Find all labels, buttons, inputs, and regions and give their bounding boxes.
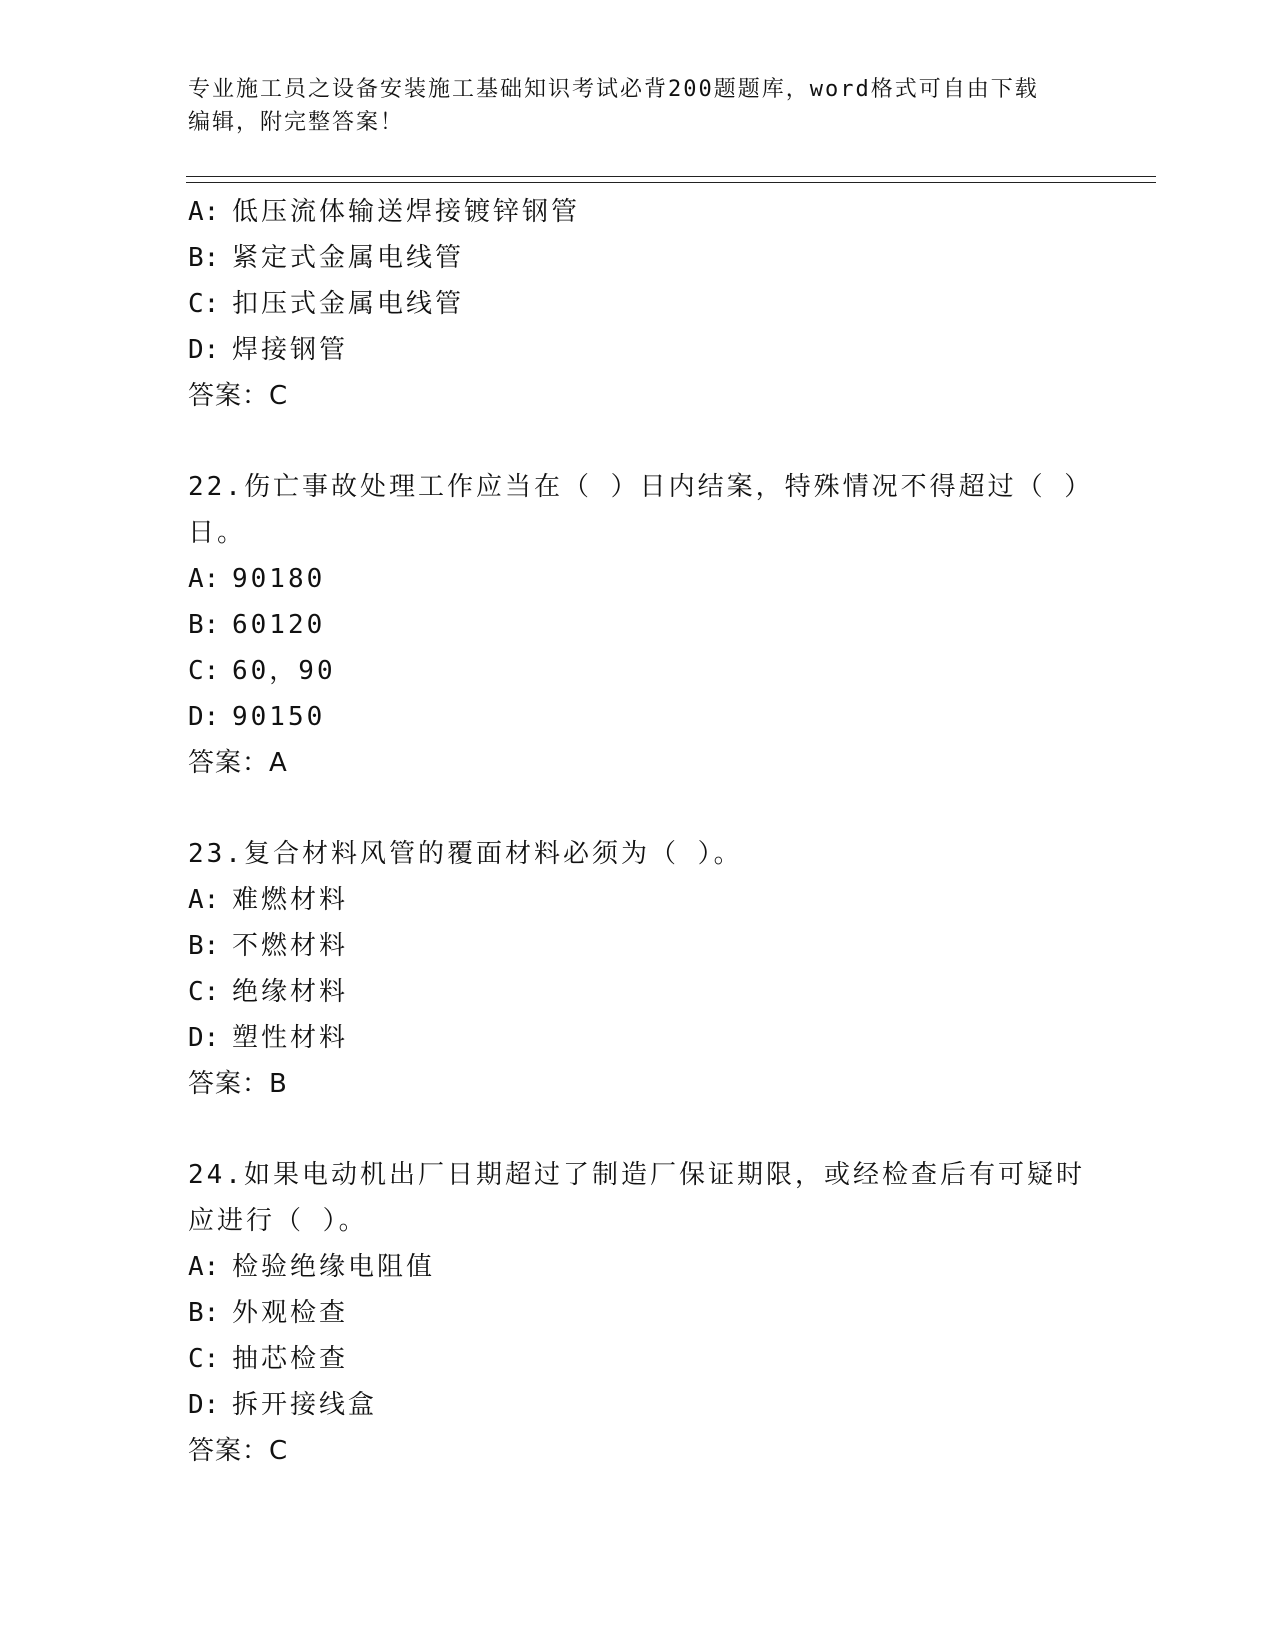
- option-c: C: 扣压式金属电线管: [188, 289, 465, 319]
- option-d: D: 拆开接线盒: [188, 1390, 378, 1420]
- question-22: [188, 464, 1094, 786]
- option-a: A: 检验绝缘电阻值: [188, 1252, 436, 1282]
- option-b: B: 60120: [188, 610, 326, 640]
- option-c: C: 绝缘材料: [188, 977, 349, 1007]
- option-b: B: 不燃材料: [188, 931, 349, 961]
- option-d: D: 焊接钢管: [188, 335, 349, 365]
- header-divider-bottom: [186, 182, 1156, 183]
- question-text: 22.伤亡事故处理工作应当在（ ）日内结案，特殊情况不得超过（ ） 日。: [188, 472, 1094, 548]
- document-header: [188, 73, 1088, 139]
- option-a: A: 90180: [188, 564, 326, 594]
- option-a: A: 难燃材料: [188, 885, 349, 915]
- answer-line: 答案：A: [188, 748, 288, 778]
- option-c: C: 抽芯检查: [188, 1344, 349, 1374]
- header-line-2: 编辑，附完整答案！: [188, 110, 405, 135]
- document-body: [188, 189, 1094, 1474]
- option-a: A: 低压流体输送焊接镀锌钢管: [188, 197, 581, 227]
- answer-line: 答案：C: [188, 1436, 289, 1466]
- option-c: C: 60，90: [188, 656, 336, 686]
- question-text: 24.如果电动机出厂日期超过了制造厂保证期限，或经检查后有可疑时 应进行（ ）。: [188, 1160, 1085, 1236]
- question-text: 23.复合材料风管的覆面材料必须为（ ）。: [188, 839, 743, 869]
- question-23: [188, 831, 1088, 1107]
- answer-line: 答案：C: [188, 381, 289, 411]
- option-d: D: 90150: [188, 702, 326, 732]
- header-line-1: 专业施工员之设备安装施工基础知识考试必背200题题库，word格式可自由下载: [188, 77, 1039, 102]
- question-21-continued: [188, 189, 1088, 419]
- question-24: [188, 1152, 1088, 1474]
- answer-line: 答案：B: [188, 1069, 288, 1099]
- option-d: D: 塑性材料: [188, 1023, 349, 1053]
- option-b: B: 紧定式金属电线管: [188, 243, 465, 273]
- header-divider-top: [186, 176, 1156, 177]
- option-b: B: 外观检查: [188, 1298, 349, 1328]
